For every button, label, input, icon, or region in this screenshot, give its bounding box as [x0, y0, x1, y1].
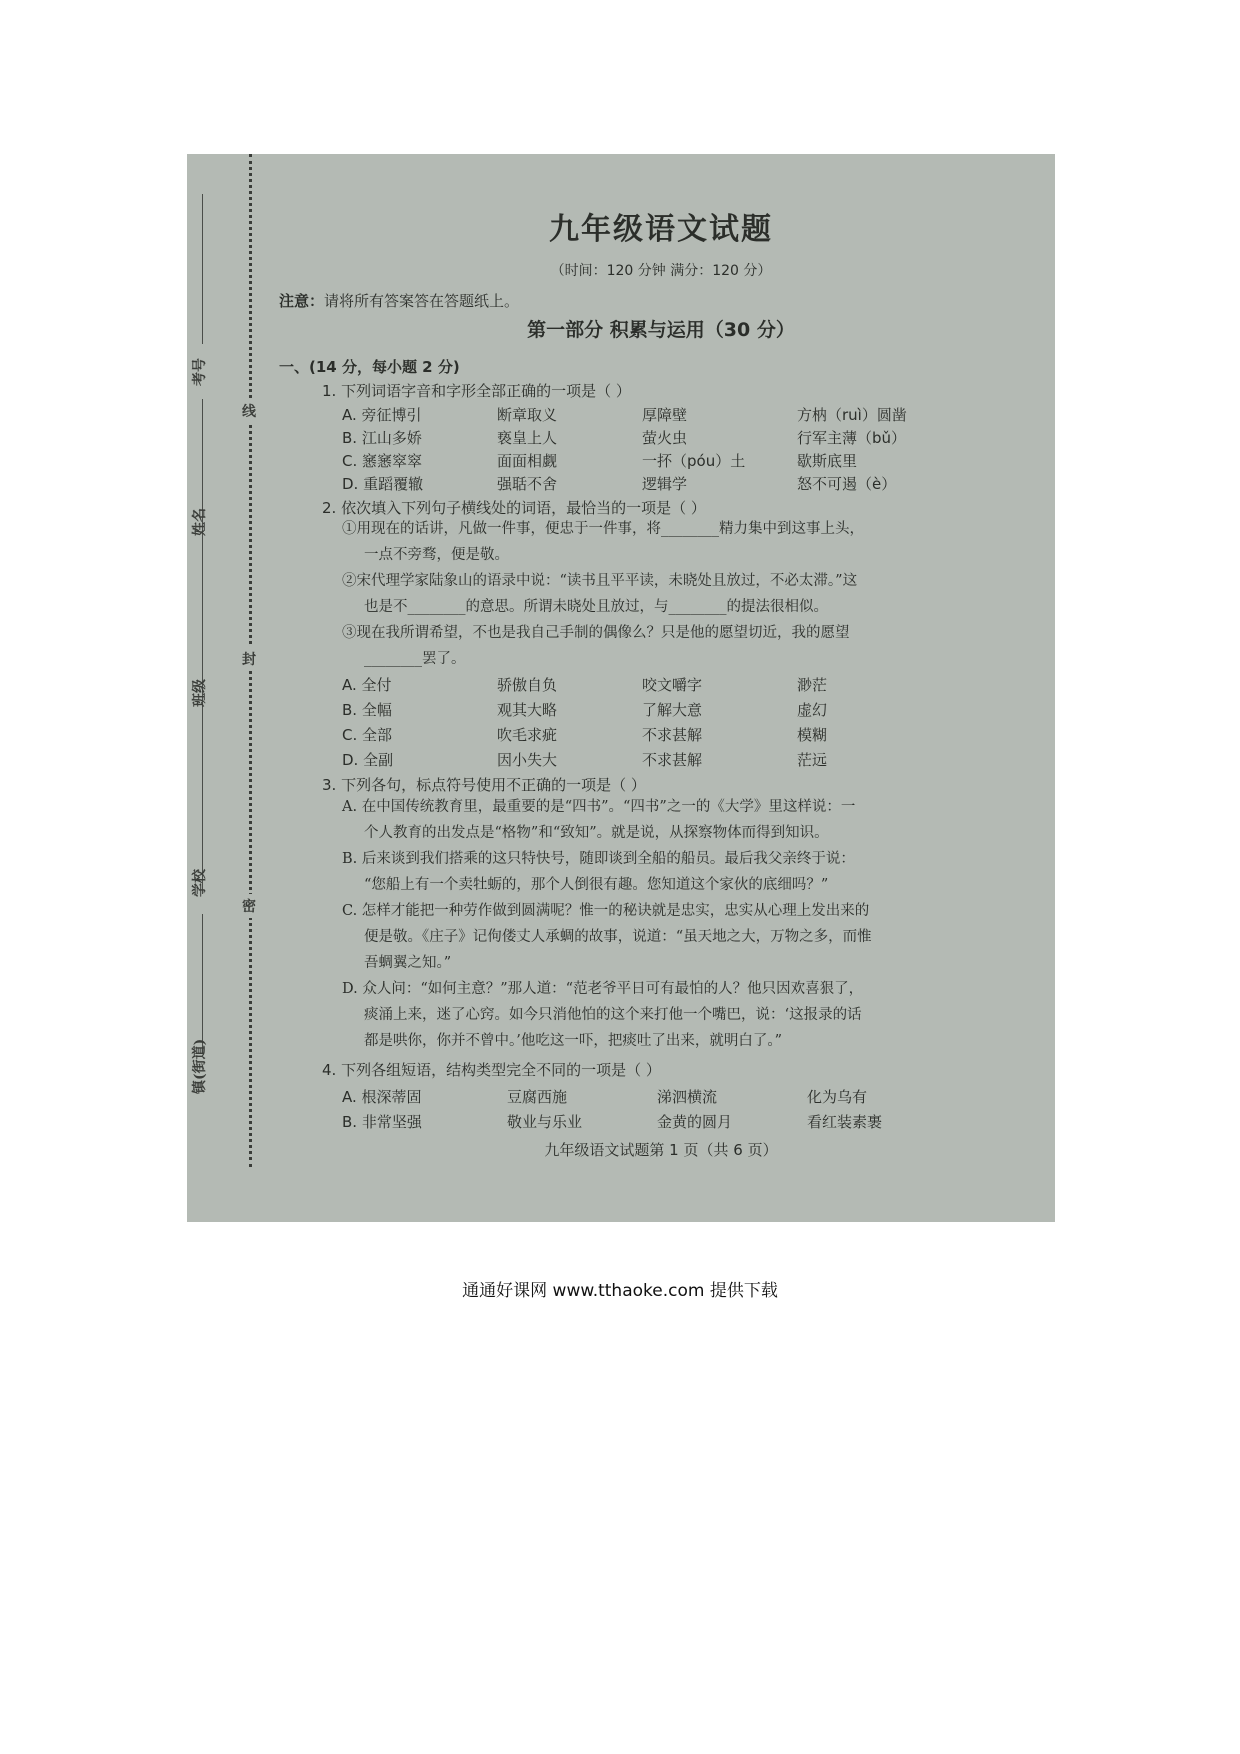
binding-label-town: 镇(街道) [192, 1038, 208, 1094]
binding-underline [202, 914, 203, 1054]
question-2-stem: 2. 依次填入下列句子横线处的词语，最恰当的一项是（ ） [322, 499, 706, 517]
q2-cell: 不求甚解 [642, 726, 703, 744]
q1-cell: B. 江山多娇 [342, 429, 422, 447]
binding-label-school: 学校 [192, 869, 208, 897]
q2-sentence-line: ________罢了。 [364, 651, 466, 667]
q2-cell: A. 全付 [342, 676, 392, 694]
notice-text: 请将所有答案答在答题纸上。 [324, 292, 520, 310]
binding-label-exam-number: 考号 [192, 358, 208, 386]
q1-cell: 断章取义 [497, 406, 558, 424]
q2-cell: C. 全部 [342, 726, 393, 744]
q2-cell: 咬文嚼字 [642, 676, 703, 694]
q1-cell: C. 窸窸窣窣 [342, 452, 423, 470]
question-3-stem: 3. 下列各句，标点符号使用不正确的一项是（ ） [322, 776, 646, 794]
q4-cell: 金黄的圆月 [657, 1113, 733, 1131]
q4-cell: 化为乌有 [807, 1088, 868, 1106]
q2-sentence-line: ①用现在的话讲，凡做一件事，便忠于一件事，将________精力集中到这事上头， [342, 521, 864, 537]
q2-cell: 吹毛求疵 [497, 726, 558, 744]
part-heading: 第一部分 积累与运用（30 分） [527, 319, 795, 341]
exam-content [267, 154, 1055, 1222]
q1-cell: 行军主薄（bǔ） [797, 429, 907, 447]
q3-option-line: 个人教育的出发点是“格物”和“致知”。就是说，从探察物体而得到知识。 [364, 825, 829, 841]
q4-cell: 看红装素裹 [807, 1113, 883, 1131]
question-2-sentences [342, 516, 1032, 672]
q1-cell: 一抔（póu）土 [642, 452, 746, 470]
q2-cell: 渺茫 [797, 676, 828, 694]
q2-cell: 观其大略 [497, 701, 558, 719]
q1-cell: 厚障壁 [642, 406, 688, 424]
binding-label-class: 班级 [192, 679, 208, 707]
seal-char-secret: 密 [242, 894, 256, 918]
q4-cell: 敬业与乐业 [507, 1113, 583, 1131]
scanned-exam-photo [187, 154, 1055, 1222]
q4-cell: A. 根深蒂固 [342, 1088, 422, 1106]
q1-cell: 亵皇上人 [497, 429, 558, 447]
q2-sentence-line: 也是不________的意思。所谓未晓处且放过，与________的提法很相似。 [364, 599, 828, 615]
q3-option-line: B. 后来谈到我们搭乘的这只特快号，随即谈到全船的船员。最后我父亲终于说： [342, 851, 855, 867]
q1-cell: 面面相觑 [497, 452, 558, 470]
q1-cell: 强聒不舍 [497, 475, 558, 493]
q1-cell: 怒不可遏（è） [797, 475, 897, 493]
q1-cell: 萤火虫 [642, 429, 688, 447]
q3-option-line: 都是哄你，你并不曾中。’他吃这一吓，把痰吐了出来，就明白了。” [364, 1033, 783, 1049]
q1-cell: 方枘（ruì）圆凿 [797, 406, 907, 424]
binding-label-name: 姓名 [192, 508, 208, 536]
q2-sentence-line: ②宋代理学家陆象山的语录中说：“读书且平平读，未晓处且放过，不必太滞。”这 [342, 573, 858, 589]
q2-cell: 虚幻 [797, 701, 828, 719]
question-3-options [342, 794, 1032, 1054]
q1-cell: 歇斯底里 [797, 452, 858, 470]
q2-cell: 茫远 [797, 751, 828, 769]
question-1-stem: 1. 下列词语字音和字形全部正确的一项是（ ） [322, 382, 631, 400]
q3-option-line: 便是敬。《庄子》记佝偻丈人承蜩的故事，说道：“虽天地之大，万物之多，而惟 [364, 929, 872, 945]
q1-cell: A. 旁征博引 [342, 406, 422, 424]
seal-char-seal: 封 [242, 647, 256, 671]
q4-cell: B. 非常坚强 [342, 1113, 422, 1131]
q2-cell: 了解大意 [642, 701, 703, 719]
q2-cell: 模糊 [797, 726, 828, 744]
download-footer: 通通好课网 www.tthaoke.com 提供下载 [462, 1281, 778, 1301]
inner-page-footer: 九年级语文试题第 1 页（共 6 页） [544, 1141, 778, 1159]
q1-cell: 逻辑学 [642, 475, 688, 493]
q3-option-line: “您船上有一个卖牡蛎的，那个人倒很有趣。您知道这个家伙的底细吗？” [364, 877, 829, 893]
q2-sentence-line: ③现在我所谓希望，不也是我自己手制的偶像么？只是他的愿望切近，我的愿望 [342, 625, 850, 641]
q3-option-line: C. 怎样才能把一种劳作做到圆满呢？惟一的秘诀就是忠实，忠实从心理上发出来的 [342, 903, 870, 919]
q3-option-line: 吾蜩翼之知。” [364, 955, 452, 971]
section-heading: 一、(14 分，每小题 2 分) [279, 358, 460, 376]
q2-cell: B. 全幅 [342, 701, 392, 719]
q4-cell: 豆腐西施 [507, 1088, 568, 1106]
exam-subtitle: （时间：120 分钟 满分：120 分） [550, 263, 772, 279]
exam-title: 九年级语文试题 [549, 212, 773, 247]
q4-cell: 涕泗横流 [657, 1088, 718, 1106]
seal-char-line: 线 [242, 399, 256, 423]
q2-cell: D. 全副 [342, 751, 394, 769]
exam-notice [279, 290, 519, 311]
question-4-stem: 4. 下列各组短语，结构类型完全不同的一项是（ ） [322, 1061, 661, 1079]
notice-label: 注意： [279, 292, 325, 310]
q3-option-line: D. 众人问：“如何主意？”那人道：“范老爷平日可有最怕的人？他只因欢喜狠了， [342, 981, 864, 997]
q3-option-line: A. 在中国传统教育里，最重要的是“四书”。“四书”之一的《大学》里这样说：一 [342, 799, 856, 815]
q2-sentence-line: 一点不旁骛，便是敬。 [364, 547, 509, 563]
q2-cell: 不求甚解 [642, 751, 703, 769]
q2-cell: 因小失大 [497, 751, 558, 769]
q1-cell: D. 重蹈覆辙 [342, 475, 424, 493]
q2-cell: 骄傲自负 [497, 676, 558, 694]
q3-option-line: 痰涌上来，迷了心窍。如今只消他怕的这个来打他一个嘴巴，说：‘这报录的话 [364, 1007, 862, 1023]
binding-underline [202, 194, 203, 344]
